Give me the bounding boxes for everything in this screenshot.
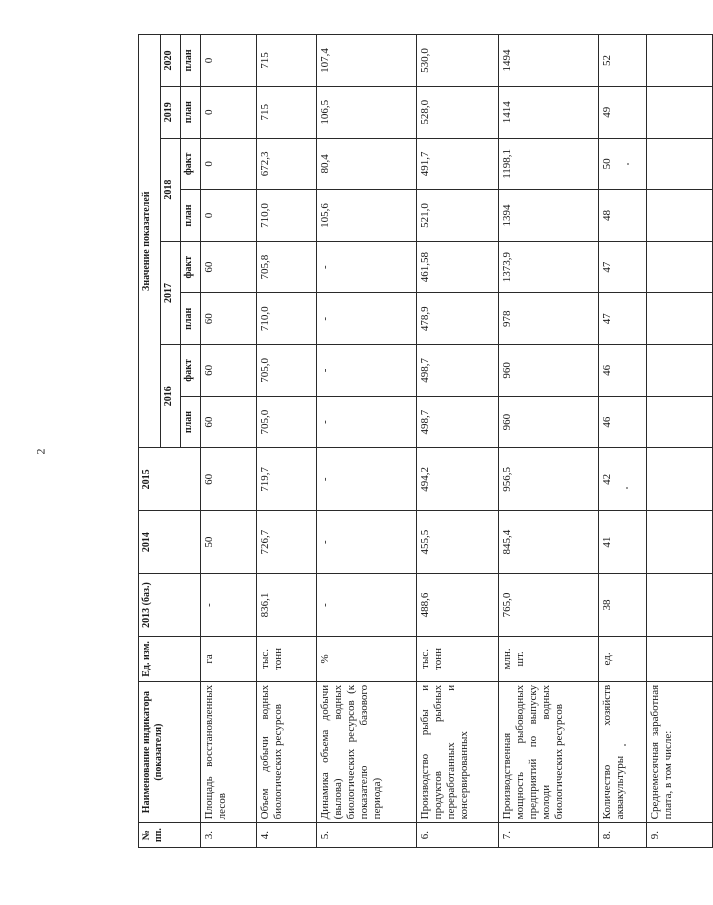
header-2019: 2019 <box>161 86 181 138</box>
cell-unit <box>647 636 713 681</box>
cell-p2017: 478,9 <box>417 293 499 345</box>
cell-f2018: 672,3 <box>257 138 317 190</box>
cell-p2016: 705,0 <box>257 396 317 448</box>
cell-p2019: 1414 <box>499 86 599 138</box>
cell-p2020: 715 <box>257 35 317 87</box>
cell-f2016: 498,7 <box>417 345 499 397</box>
cell-p2019: 715 <box>257 86 317 138</box>
cell-v2015: 956,5 <box>499 448 599 511</box>
header-plan: план <box>181 293 201 345</box>
cell-v2014: 726,7 <box>257 511 317 574</box>
cell-p2017: - <box>317 293 417 345</box>
cell-v2013 <box>647 574 713 637</box>
cell-p2018 <box>647 190 713 242</box>
cell-unit: млн. шт. <box>499 636 599 681</box>
header-num: № пп. <box>139 823 201 848</box>
indicators-table <box>138 34 713 848</box>
header-name: Наименование индикатора (показателя) <box>139 681 201 822</box>
cell-f2016: 705,0 <box>257 345 317 397</box>
cell-p2018: 521,0 <box>417 190 499 242</box>
table-row <box>599 35 647 848</box>
cell-f2017: 47 <box>599 241 647 293</box>
cell-p2018: 105,6 <box>317 190 417 242</box>
cell-unit: га <box>201 636 257 681</box>
header-2018: 2018 <box>161 138 181 241</box>
cell-num: 4. <box>257 823 317 848</box>
cell-p2020: 107,4 <box>317 35 417 87</box>
cell-p2020: 1494 <box>499 35 599 87</box>
cell-p2018: 48 <box>599 190 647 242</box>
cell-v2013: 488,6 <box>417 574 499 637</box>
cell-unit: тыс. тонн <box>257 636 317 681</box>
cell-p2016: 960 <box>499 396 599 448</box>
cell-p2017: 47 <box>599 293 647 345</box>
cell-p2016 <box>647 396 713 448</box>
cell-p2019: 106,5 <box>317 86 417 138</box>
cell-f2017: 60 <box>201 241 257 293</box>
cell-v2013: - <box>201 574 257 637</box>
cell-name: Объем добычи водных биологических ресурсов <box>257 681 317 822</box>
cell-name: Производство рыбы и продуктов рыбных переработанных и консервированных <box>417 681 499 822</box>
header-2017: 2017 <box>161 241 181 344</box>
header-2020: 2020 <box>161 35 181 87</box>
cell-p2020: 0 <box>201 35 257 87</box>
cell-v2014: 845,4 <box>499 511 599 574</box>
cell-name: Площадь восстановленных лесов <box>201 681 257 822</box>
cell-p2018: 1394 <box>499 190 599 242</box>
cell-unit: тыс. тонн <box>417 636 499 681</box>
cell-p2017 <box>647 293 713 345</box>
cell-f2016: 960 <box>499 345 599 397</box>
cell-p2020 <box>647 35 713 87</box>
cell-v2014: 41 <box>599 511 647 574</box>
header-2015: 2015 <box>139 448 201 511</box>
cell-p2017: 60 <box>201 293 257 345</box>
cell-p2019: 528,0 <box>417 86 499 138</box>
cell-f2016: 46 <box>599 345 647 397</box>
cell-name: Динамика объема добычи (вылова) водных биологических ресурсов (к показателю базового периода) <box>317 681 417 822</box>
header-2016: 2016 <box>161 345 181 448</box>
cell-f2016 <box>647 345 713 397</box>
cell-v2015: 60 <box>201 448 257 511</box>
header-fact: факт <box>181 138 201 190</box>
cell-v2015: 719,7 <box>257 448 317 511</box>
cell-v2014: 455,5 <box>417 511 499 574</box>
cell-v2015 <box>647 448 713 511</box>
header-plan: план <box>181 396 201 448</box>
header-plan: план <box>181 35 201 87</box>
cell-f2017 <box>647 241 713 293</box>
cell-v2014 <box>647 511 713 574</box>
cell-num: 9. <box>647 823 713 848</box>
cell-p2019 <box>647 86 713 138</box>
cell-f2018: 491,7 <box>417 138 499 190</box>
cell-f2017: 705,8 <box>257 241 317 293</box>
cell-v2013: - <box>317 574 417 637</box>
rotated-page-content <box>138 34 674 848</box>
header-fact: факт <box>181 241 201 293</box>
cell-f2018: 50 <box>599 138 647 190</box>
table-row <box>201 35 257 848</box>
cell-p2018: 710,0 <box>257 190 317 242</box>
header-2014: 2014 <box>139 511 201 574</box>
header-unit: Ед. изм. <box>139 636 201 681</box>
table-row <box>499 35 599 848</box>
header-2013: 2013 (баз.) <box>139 574 201 637</box>
cell-p2017: 978 <box>499 293 599 345</box>
cell-f2016: - <box>317 345 417 397</box>
cell-v2014: 50 <box>201 511 257 574</box>
cell-p2016: 498,7 <box>417 396 499 448</box>
cell-unit: % <box>317 636 417 681</box>
table-row <box>257 35 317 848</box>
cell-p2020: 52 <box>599 35 647 87</box>
cell-name: Производственная мощность рыбоводных предприятий по выпуску молоди водных биологических ресурсов <box>499 681 599 822</box>
cell-v2014: - <box>317 511 417 574</box>
cell-num: 6. <box>417 823 499 848</box>
cell-name: Среднемесячная заработная плата, в том числе: <box>647 681 713 822</box>
cell-num: 3. <box>201 823 257 848</box>
cell-p2016: - <box>317 396 417 448</box>
cell-f2018: 0 <box>201 138 257 190</box>
cell-f2018: 1198,1 <box>499 138 599 190</box>
cell-v2015: 42 <box>599 448 647 511</box>
cell-v2015: - <box>317 448 417 511</box>
cell-p2017: 710,0 <box>257 293 317 345</box>
cell-unit: ед. <box>599 636 647 681</box>
cell-num: 7. <box>499 823 599 848</box>
cell-v2015: 494,2 <box>417 448 499 511</box>
header-fact: факт <box>181 345 201 397</box>
table-row <box>647 35 713 848</box>
cell-p2016: 60 <box>201 396 257 448</box>
cell-p2018: 0 <box>201 190 257 242</box>
table-row <box>417 35 499 848</box>
cell-f2016: 60 <box>201 345 257 397</box>
header-values-title: Значение показателей <box>139 35 161 448</box>
cell-num: 5. <box>317 823 417 848</box>
cell-f2018 <box>647 138 713 190</box>
cell-v2013: 836,1 <box>257 574 317 637</box>
cell-p2016: 46 <box>599 396 647 448</box>
cell-num: 8. <box>599 823 647 848</box>
cell-f2017: 1373,9 <box>499 241 599 293</box>
cell-name: Количество хозяйств аквакультуры <box>599 681 647 822</box>
cell-v2013: 38 <box>599 574 647 637</box>
cell-f2017: 461,58 <box>417 241 499 293</box>
cell-p2019: 0 <box>201 86 257 138</box>
page-number: 2 <box>33 448 48 455</box>
cell-v2013: 765,0 <box>499 574 599 637</box>
cell-p2019: 49 <box>599 86 647 138</box>
cell-p2020: 530,0 <box>417 35 499 87</box>
cell-f2017: - <box>317 241 417 293</box>
header-plan: план <box>181 190 201 242</box>
table-row <box>317 35 417 848</box>
header-plan: план <box>181 86 201 138</box>
cell-f2018: 80,4 <box>317 138 417 190</box>
